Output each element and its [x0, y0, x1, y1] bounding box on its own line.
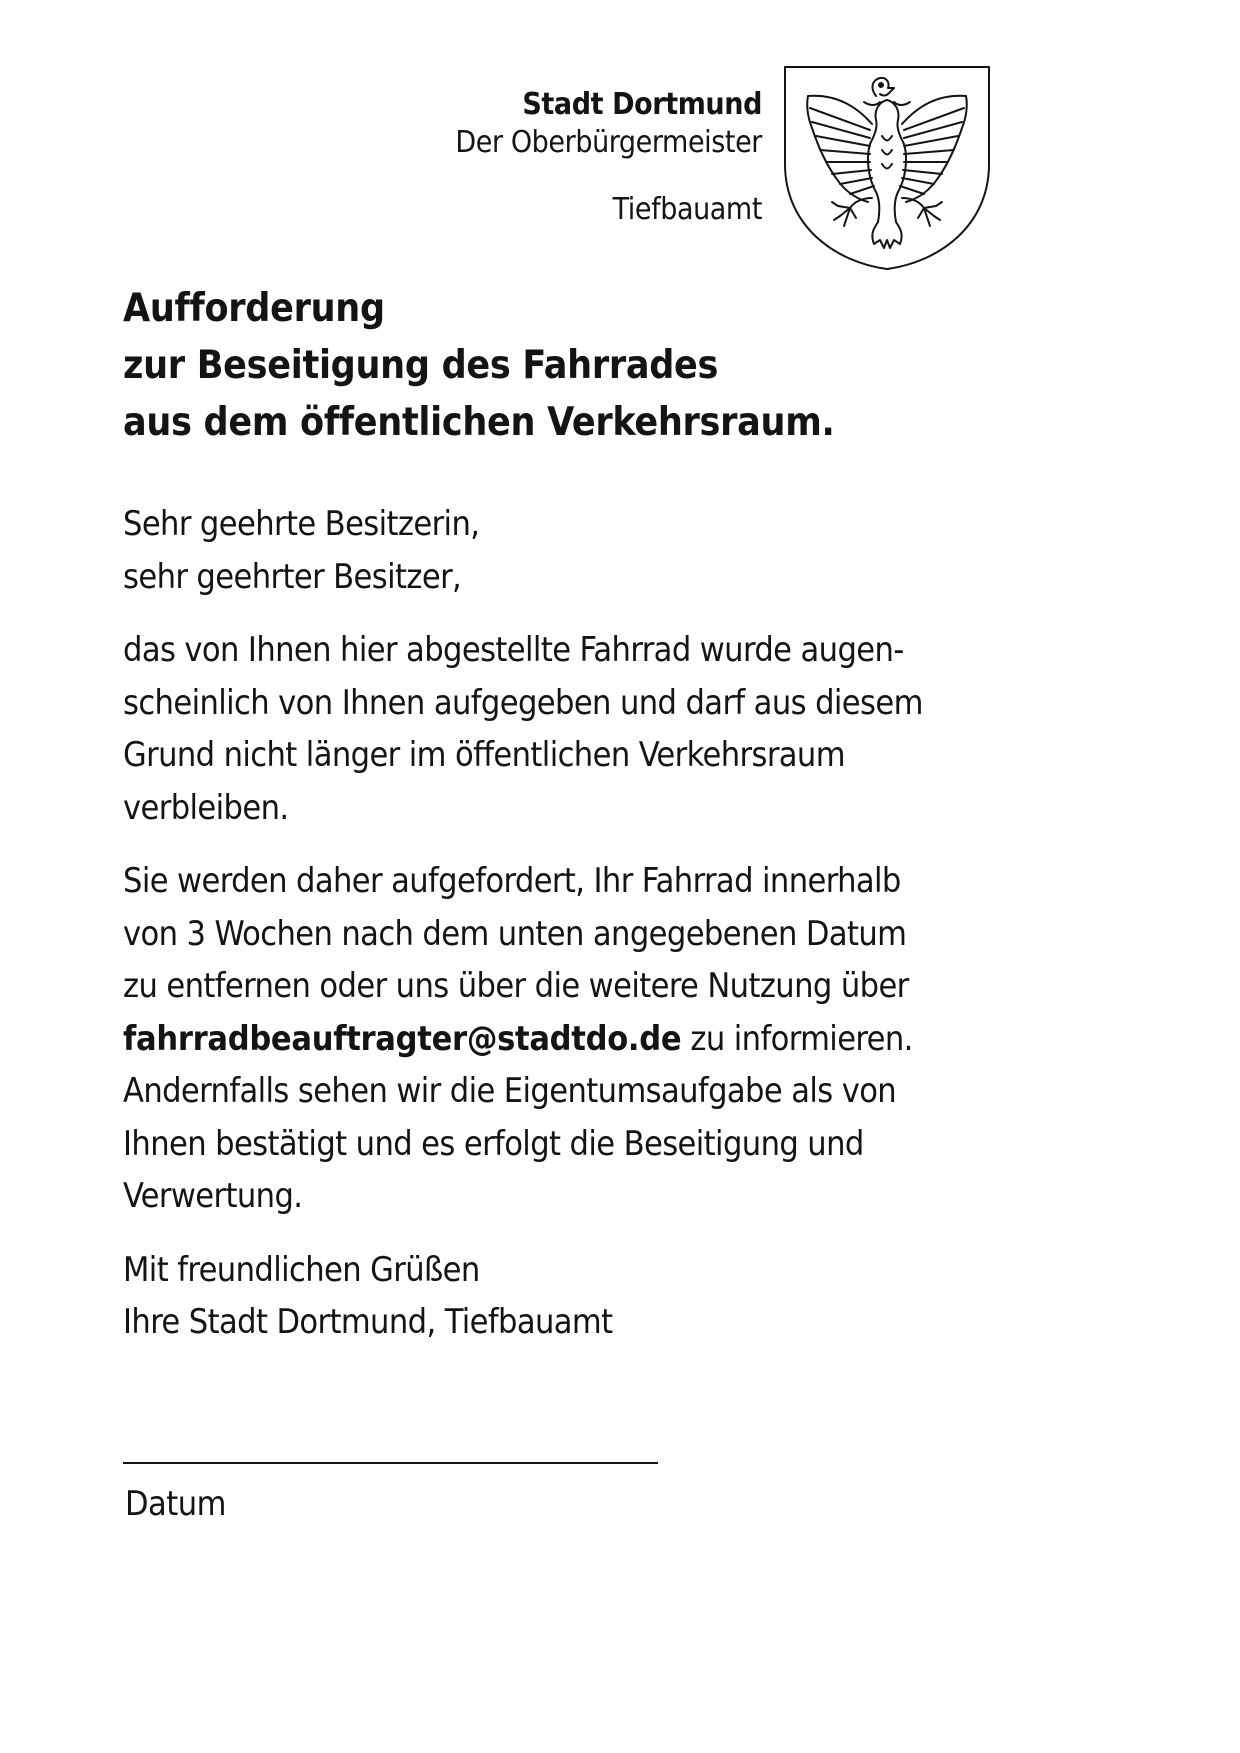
- paragraph-line: [123, 1013, 1023, 1066]
- email-suffix: zu informieren.: [681, 1018, 913, 1059]
- paragraph-line: Grund nicht länger im öffentlichen Verkehrsraum: [123, 735, 845, 775]
- letter-body: [123, 498, 1023, 1349]
- department-name: Tiefbauamt: [612, 192, 762, 227]
- paragraph-line: zu entfernen oder uns über die weitere Nutzung über: [123, 966, 909, 1006]
- paragraph-line: verbleiben.: [123, 787, 289, 828]
- sender-block: [455, 86, 762, 229]
- paragraph-line: scheinlich von Ihnen aufgegeben und darf aus diesem: [123, 682, 923, 723]
- paragraph-line: das von Ihnen hier abgestellte Fahrrad wurde augen-: [123, 630, 904, 670]
- date-label: Datum: [125, 1484, 226, 1524]
- title-line: zur Beseitigung des Fahrrades: [123, 343, 719, 388]
- title-line: Aufforderung: [123, 286, 385, 331]
- paragraph-line: Andernfalls sehen wir die Eigentumsaufgabe als von: [123, 1071, 897, 1111]
- salutation-line: sehr geehrter Besitzer,: [123, 556, 462, 597]
- closing-line: Ihre Stadt Dortmund, Tiefbauamt: [123, 1302, 613, 1342]
- eagle-crest-icon: [784, 66, 990, 270]
- salutation-line: Sehr geehrte Besitzerin,: [123, 504, 480, 544]
- title-line: aus dem öffentlichen Verkehrsraum.: [123, 400, 835, 445]
- organization-name: Stadt Dortmund: [522, 87, 762, 122]
- contact-email: fahrradbeauftragter@stadtdo.de: [123, 1018, 682, 1059]
- date-signature-line: [123, 1462, 658, 1464]
- paragraph-line: von 3 Wochen nach dem unten angegebenen Datum: [123, 913, 907, 954]
- office-name: Der Oberbürgermeister: [455, 125, 762, 160]
- paragraph-line: Sie werden daher aufgefordert, Ihr Fahrrad innerhalb: [123, 861, 901, 901]
- notice-title: [123, 280, 835, 451]
- paragraph-line: Verwertung.: [123, 1176, 303, 1216]
- closing-line: Mit freundlichen Grüßen: [123, 1249, 480, 1290]
- paragraph-line: Ihnen bestätigt und es erfolgt die Beseitigung und: [123, 1123, 864, 1164]
